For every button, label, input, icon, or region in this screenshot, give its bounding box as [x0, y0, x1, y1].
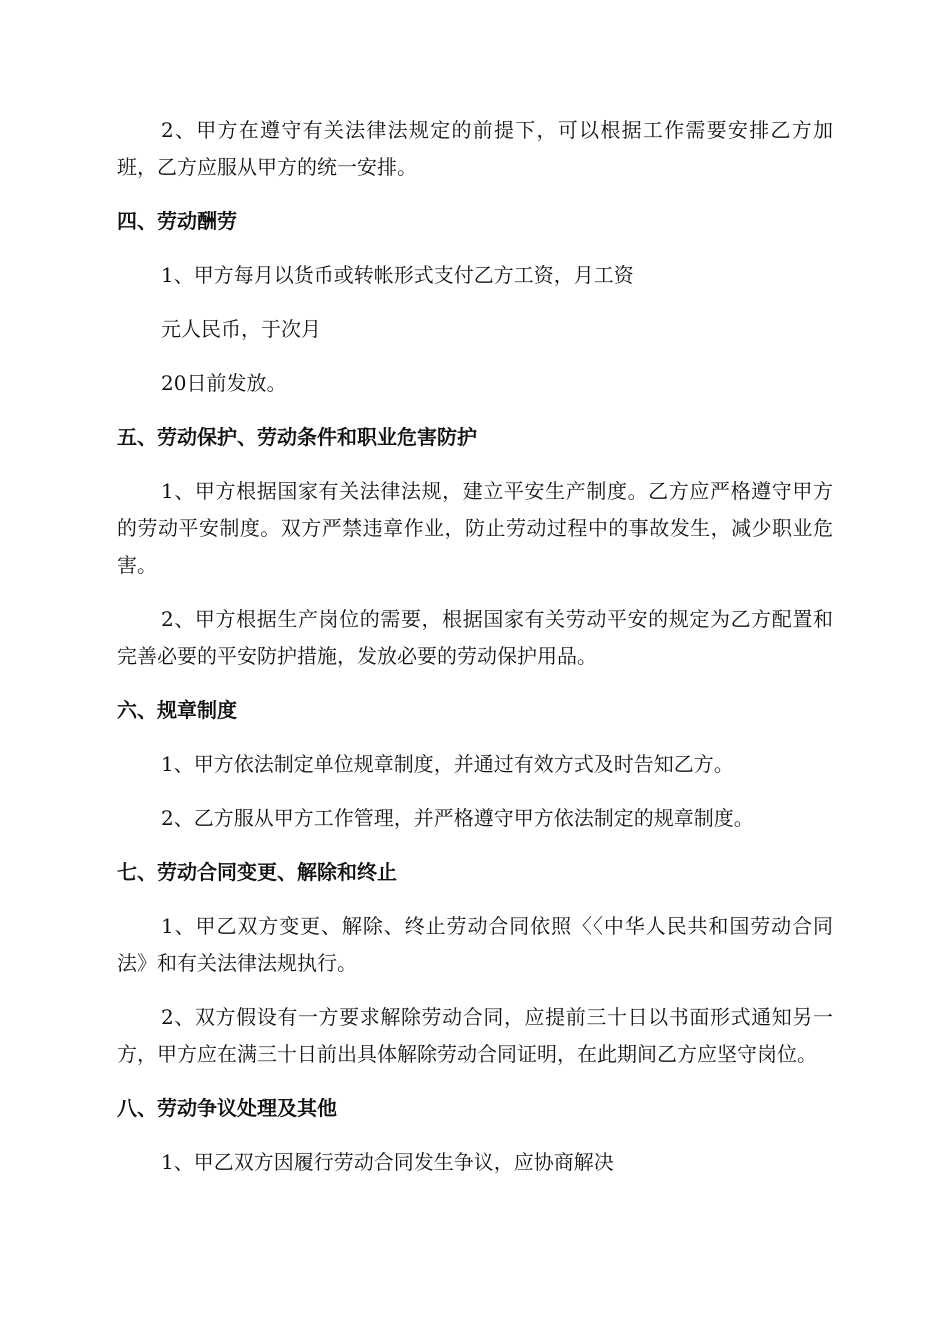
section-heading-contract-changes: 七、劳动合同变更、解除和终止	[117, 860, 397, 884]
paragraph-dispute-resolution: 1、甲乙双方因履行劳动合同发生争议，应协商解决	[161, 1150, 614, 1174]
paragraph-rules-notice: 1、甲方依法制定单位规章制度，并通过有效方式及时告知乙方。	[161, 752, 734, 776]
paragraph-safety-system: 1、甲方根据国家有关法律法规，建立平安生产制度。乙方应严格遵守甲方的劳动平安制度。双方严禁违章作业，防止劳动过程中的事故发生，减少职业危害。	[117, 479, 833, 577]
paragraph-termination-notice: 2、双方假设有一方要求解除劳动合同，应提前三十日以书面形式通知另一方，甲方应在满三十日前出具体解除劳动合同证明，在此期间乙方应坚守岗位。	[117, 1005, 833, 1066]
section-heading-rules: 六、规章制度	[117, 698, 237, 722]
paragraph-salary-amount: 元人民币，于次月	[161, 317, 321, 341]
paragraph-overtime: 2、甲方在遵守有关法律法规定的前提下，可以根据工作需要安排乙方加班，乙方应服从甲方的统一安排。	[117, 118, 833, 179]
paragraph-rules-compliance: 2、乙方服从甲方工作管理，并严格遵守甲方依法制定的规章制度。	[161, 806, 754, 830]
section-heading-disputes: 八、劳动争议处理及其他	[117, 1096, 337, 1120]
paragraph-contract-law: 1、甲乙双方变更、解除、终止劳动合同依照〈〈中华人民共和国劳动合同法》和有关法律法规执行。	[117, 914, 833, 975]
document-page	[117, 112, 833, 1198]
paragraph-salary: 1、甲方每月以货币或转帐形式支付乙方工资，月工资	[161, 263, 634, 287]
section-heading-remuneration: 四、劳动酬劳	[117, 209, 237, 233]
section-heading-labor-protection: 五、劳动保护、劳动条件和职业危害防护	[117, 425, 477, 449]
paragraph-protective-equipment: 2、甲方根据生产岗位的需要，根据国家有关劳动平安的规定为乙方配置和完善必要的平安防护措施，发放必要的劳动保护用品。	[117, 607, 833, 668]
paragraph-salary-date: 20日前发放。	[161, 371, 287, 395]
